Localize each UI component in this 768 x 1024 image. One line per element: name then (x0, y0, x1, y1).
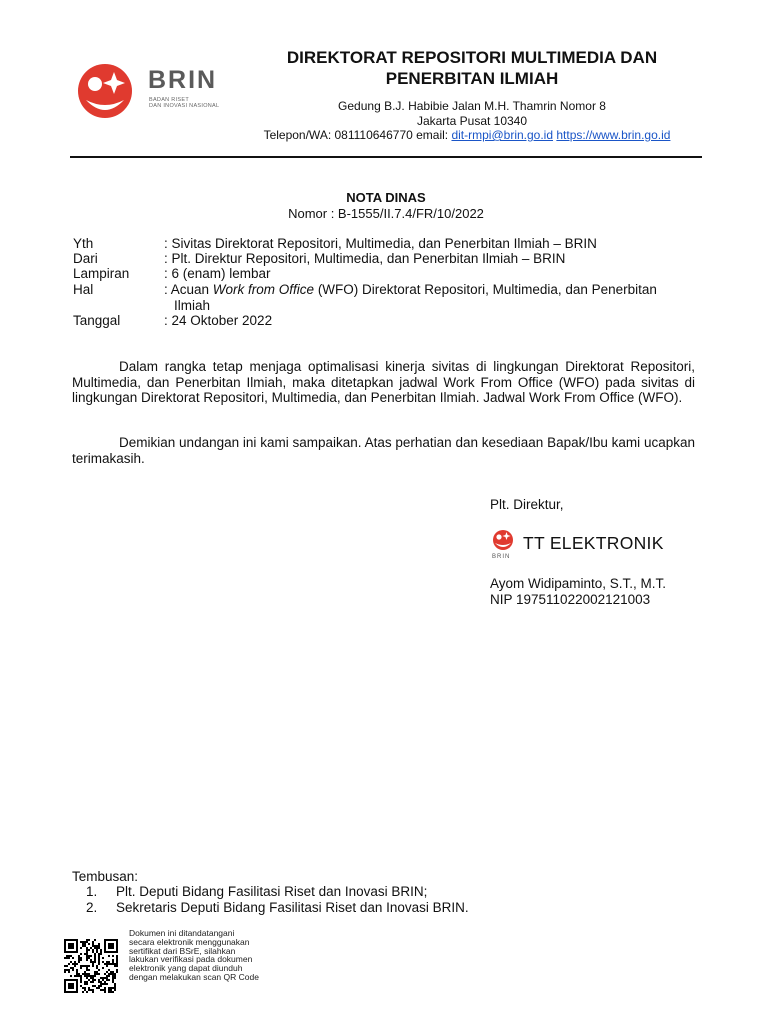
field-value-yth: : Sivitas Direktorat Repositori, Multimedia, dan Penerbitan Ilmiah – BRIN (164, 236, 597, 251)
hal-line2: Ilmiah (174, 297, 211, 313)
field-label-hal: Hal (73, 282, 94, 297)
cc-number: 2. (86, 900, 98, 915)
field-label-lampiran: Lampiran (73, 266, 130, 281)
field-value-lampiran: : 6 (enam) lembar (164, 266, 271, 281)
cc-text: Plt. Deputi Bidang Fasilitasi Riset dan Inovasi BRIN; (116, 884, 428, 899)
paragraph-text: Dalam rangka tetap menjaga optimalisasi kinerja sivitas di lingkungan Direktorat Repositori, Multimedia, dan Penerbitan Ilmiah, maka ditetapkan jadwal Work From Office (WFO) pada sivitas di lingkungan Direktorat Repositori, Multimedia, dan Penerbitan Ilmiah. Jadwal Work From Office (WFO). (72, 359, 695, 405)
signatory-name: Ayom Widipaminto, S.T., M.T. (490, 576, 667, 591)
field-label-yth: Yth (73, 236, 94, 251)
body-paragraph (72, 359, 695, 406)
address-line: Gedung B.J. Habibie Jalan M.H. Thamrin Nomor 8 (338, 99, 606, 113)
contact-prefix: Telepon/WA: 081110646770 email: (263, 128, 452, 142)
logo-wordmark: BRIN (148, 66, 218, 94)
hal-rest: (WFO) Direktorat Repositori, Multimedia, dan Penerbitan (314, 282, 657, 297)
body-paragraph (72, 435, 695, 466)
signature-role: Plt. Direktur, (490, 497, 564, 512)
organization-title: DIREKTORAT REPOSITORI MULTIMEDIA DAN PENERBITAN ILMIAH (286, 48, 658, 88)
address-line: Jakarta Pusat 10340 (416, 114, 528, 128)
cc-number: 1. (86, 884, 98, 899)
logo-subtitle: DAN INOVASI NASIONAL (149, 103, 220, 109)
email-link[interactable]: dit-rmpi@brin.go.id (451, 128, 554, 142)
signatory-nip: NIP 197511022002121003 (490, 592, 651, 607)
hal-italic: Work from Office (212, 282, 315, 297)
memo-number: Nomor : B-1555/II.7.4/FR/10/2022 (288, 206, 484, 221)
cc-list-item (86, 884, 427, 899)
hal-prefix: : Acuan (164, 282, 213, 297)
contact-line (232, 128, 702, 142)
cc-text: Sekretaris Deputi Bidang Fasilitasi Riset dan Inovasi BRIN. (116, 900, 469, 915)
field-label-dari: Dari (73, 251, 98, 266)
header-divider (70, 156, 702, 158)
cc-title: Tembusan: (72, 869, 139, 884)
electronic-signature-stamp: TT ELEKTRONIK (523, 533, 664, 553)
qr-code-icon[interactable] (64, 939, 118, 993)
field-value-hal (164, 282, 704, 313)
field-value-tanggal: : 24 Oktober 2022 (164, 313, 273, 328)
verification-note: Dokumen ini ditandatangani secara elektronik menggunakan sertifikat dari BSrE, silahkan lakukan verifikasi pada dokumen elektronik yang dapat diunduh dengan melakukan scan QR Code (129, 928, 259, 982)
signature-logo-text: BRIN (492, 554, 511, 560)
cc-list-item (86, 900, 469, 915)
field-label-tanggal: Tanggal (73, 313, 121, 328)
field-value-dari: : Plt. Direktur Repositori, Multimedia, dan Penerbitan Ilmiah – BRIN (164, 251, 566, 266)
website-link[interactable]: https://www.brin.go.id (556, 128, 671, 142)
memo-title: NOTA DINAS (346, 190, 426, 205)
paragraph-text: Demikian undangan ini kami sampaikan. Atas perhatian dan kesediaan Bapak/Ibu kami ucapkan terimakasih. (72, 435, 695, 466)
logo-subtitle: BADAN RISET (149, 97, 189, 103)
